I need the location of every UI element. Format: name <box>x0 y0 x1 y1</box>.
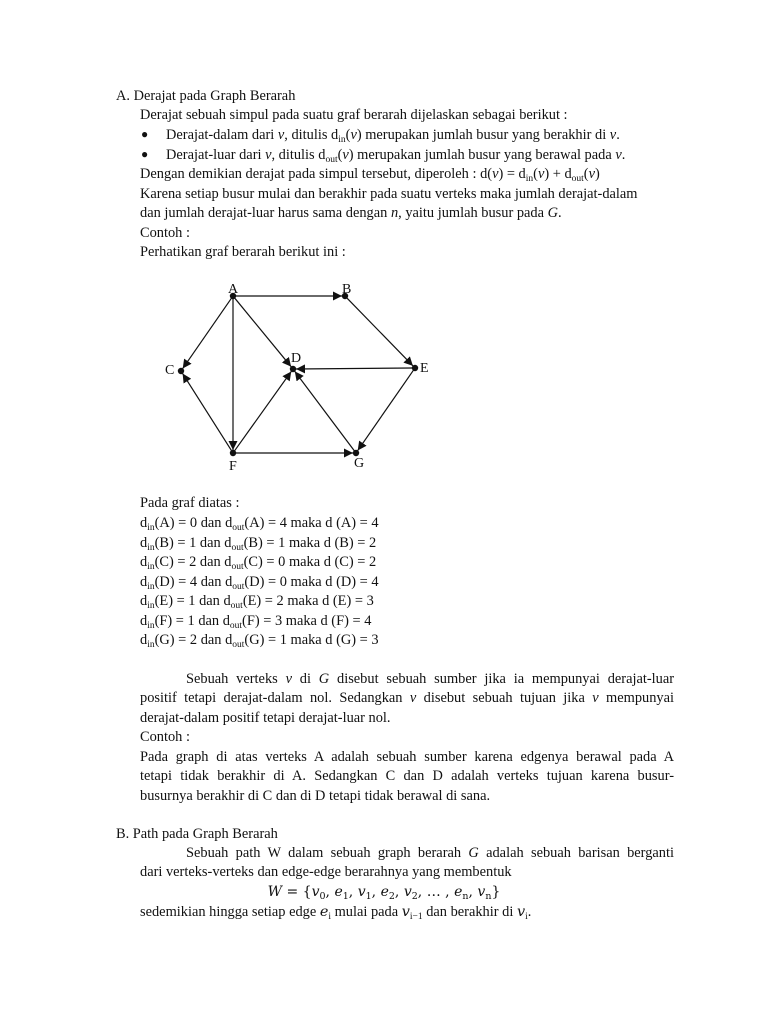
paragraph-line: Sebuah verteks v di G disebut sebuah sumber jika ia mempunyai derajat-luar <box>186 671 675 687</box>
contoh-label: Contoh : <box>140 729 190 745</box>
bullet-indegree: Derajat-dalam dari v, ditulis $d_{in}(v)$ merupakan jumlah busur yang berakhir di v. <box>166 127 620 145</box>
vertex-c <box>178 368 184 374</box>
vertex-label-g: G <box>354 456 365 471</box>
degree-row: $d_{in}(A) = 0$ dan $d_{out}(A) = 4$ maka d (A) = 4 <box>140 515 379 533</box>
edge-g-d <box>295 371 354 450</box>
section-b-heading: B. Path pada Graph Berarah <box>116 826 278 842</box>
bullet-outdegree: Derajat-luar dari v, ditulis $d_{out}(v)$ merupakan jumlah busur yang berawal pada v. <box>166 147 626 165</box>
paragraph-line: Pada graph di atas verteks A adalah sebuah sumber karena edgenya berawal pada A <box>140 749 674 765</box>
degree-row: $d_{in}(B) = 1$ dan $d_{out}(B) = 1$ maka d (B) = 2 <box>140 534 377 553</box>
edge-b-e <box>347 298 413 366</box>
paragraph-line: sedemikian hingga setiap edge $e_i$ mulai pada $v_{i-1}$ dan berakhir di $v_i$. <box>140 904 532 922</box>
degree-row: $d_{in}(F) = 1$ dan $d_{out}(F) = 3$ maka d (F) = 4 <box>140 612 372 631</box>
directed-graph-figure <box>150 275 450 475</box>
paragraph-line: Karena setiap busur mulai dan berakhir pada suatu verteks maka jumlah derajat-dalam <box>140 186 638 202</box>
vertex-d <box>290 366 296 372</box>
degree-intro: Pada graf diatas : <box>140 495 240 511</box>
degree-row: $d_{in}(E) = 1$ dan $d_{out}(E) = 2$ maka d (E) = 3 <box>140 593 374 611</box>
paragraph-line: dari verteks-verteks dan edge-edge berarahnya yang membentuk <box>140 864 512 880</box>
edge-f-c <box>183 374 232 451</box>
paragraph-line: derajat-dalam positif tetapi derajat-luar nol. <box>140 710 391 726</box>
vertex-e <box>412 365 418 371</box>
vertex-label-d: D <box>291 351 302 366</box>
path-formula: $W = \{v_0$, $e_1$, $v_1$, $e_2$, $v_2$, … , $e_n$, $v_n$} <box>267 884 501 902</box>
paragraph-line: busurnya berakhir di C dan di D tetapi tidak berawal di sana. <box>140 788 491 804</box>
vertex-label-a: A <box>228 282 239 297</box>
edge-e-g <box>358 370 414 450</box>
contoh-label: Contoh : <box>140 225 190 241</box>
edge-a-c <box>183 298 232 368</box>
edge-e-d <box>296 368 412 369</box>
vertex-label-f: F <box>229 459 237 474</box>
vertex-label-b: B <box>342 282 352 297</box>
bullet-icon: ● <box>141 147 149 161</box>
paragraph-line: tetapi tidak berakhir di A. Sedangkan C dan D adalah verteks tujuan karena busur- <box>140 768 674 784</box>
vertex-label-c: C <box>165 363 175 378</box>
vertex-label-e: E <box>420 361 429 376</box>
edge-f-d <box>235 371 292 450</box>
bullet-icon: ● <box>141 127 149 141</box>
degree-row: $d_{in}(D) = 4$ dan $d_{out}(D) = 0$ maka d (D) = 4 <box>140 573 379 592</box>
paragraph-line: dan jumlah derajat-luar harus sama dengan n, yaitu jumlah busur pada G. <box>140 205 562 221</box>
degree-formula-line: Dengan demikian derajat pada simpul tersebut, diperoleh : $d(v) = d_{in}(v) + d_{out}(v)$ <box>140 166 600 184</box>
paragraph-line: positif tetapi derajat-dalam nol. Sedangkan v disebut sebuah tujuan jika v mempunyai <box>140 690 674 706</box>
section-a-heading: A. Derajat pada Graph Berarah <box>116 88 296 104</box>
paragraph-line: Sebuah path W dalam sebuah graph berarah G adalah sebuah barisan berganti <box>186 845 674 861</box>
paragraph-line: Perhatikan graf berarah berikut ini : <box>140 244 346 260</box>
section-a-intro: Derajat sebuah simpul pada suatu graf berarah dijelaskan sebagai berikut : <box>140 107 568 123</box>
degree-row: $d_{in}(C) = 2$ dan $d_{out}(C) = 0$ maka d (C) = 2 <box>140 554 377 572</box>
vertex-f <box>230 450 236 456</box>
edge-a-d <box>235 298 291 366</box>
degree-row: $d_{in}(G) = 2$ dan $d_{out}(G) = 1$ maka d (G) = 3 <box>140 632 379 650</box>
